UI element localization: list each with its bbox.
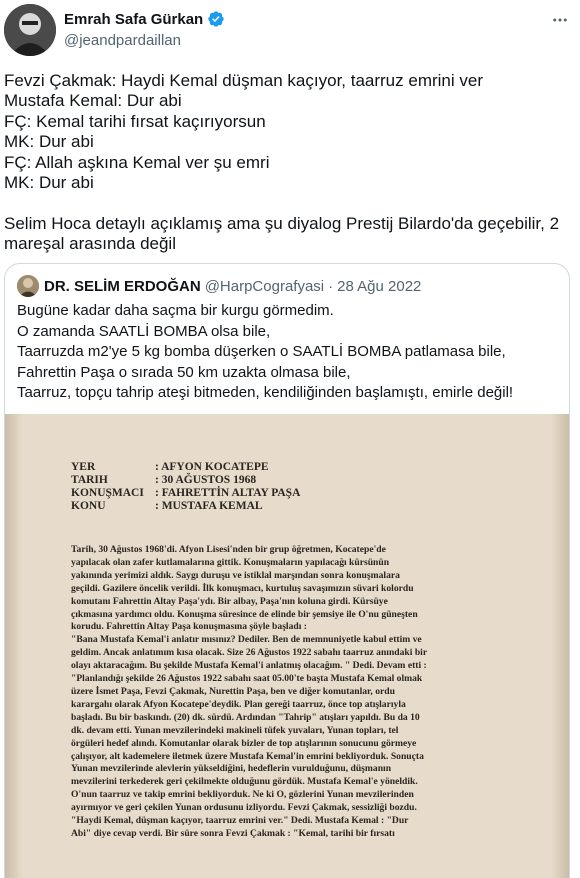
tweet-header	[0, 0, 580, 62]
document-line: Tarih, 30 Ağustos 1968'di. Afyon Lisesi'nden bir grup öğretmen, Kocatepe'de	[71, 544, 386, 555]
document-line: "Planlandığı şekilde 26 Ağustos 1922 sabahı saat 05.00'te başta Mustafa Kemal olmak	[71, 673, 423, 685]
quoted-document-image[interactable]	[5, 414, 569, 878]
document-line: Yunan mevzilerinde alevlerin yükseldiğini, hedeflerin vurulduğunu, düşmanın	[71, 763, 392, 775]
tweet-line: FÇ: Kemal tarihi fırsat kaçırıyorsun	[4, 111, 266, 131]
document-meta-row	[71, 487, 300, 500]
tweet-line: Mustafa Kemal: Dur abi	[4, 91, 182, 111]
quoted-tweet[interactable]	[4, 263, 570, 878]
meta-value: : FAHRETTİN ALTAY PAŞA	[155, 487, 301, 499]
document-line: komutanı Fahrettin Altay Paşa'ydı. Bir albay, Paşa'nın koluna girdi. Kürsüye	[71, 595, 388, 607]
quoted-date[interactable]: 28 Ağu 2022	[337, 277, 422, 295]
meta-value: : MUSTAFA KEMAL	[155, 500, 263, 512]
quoted-tweet-text	[17, 301, 562, 404]
document-meta-row	[71, 500, 300, 513]
quoted-line: O zamanda SAATLİ BOMBA olsa bile,	[17, 322, 271, 340]
document-meta-row	[71, 474, 300, 487]
quoted-author-name[interactable]: DR. SELİM ERDOĞAN	[44, 277, 201, 295]
quoted-line: Bugüne kadar daha saçma bir kurgu görmedim.	[17, 302, 334, 319]
quoted-line: Taarruzda m2'ye 5 kg bomba düşerken o SAATLİ BOMBA patlamasa bile,	[17, 343, 506, 360]
meta-value: : 30 AĞUSTOS 1968	[155, 474, 257, 486]
quoted-author-avatar	[17, 275, 39, 297]
document-line: ayırmıyor ve geri çekilen Yunan ordusunu izliyordu. Fevzi Çakmak, sessizliği bozdu.	[71, 802, 417, 814]
document-line: dk. devam etti. Yunan mevzilerindeki makineli tüfek yuvaları, Yunan topları, tel	[71, 724, 399, 736]
document-line: başladı. Bu bir baskındı. (20) dk. sürdü. Ardından "Tahrip" atışları yapıldı. Bu da 10	[71, 711, 420, 723]
quoted-tweet-header	[17, 275, 421, 297]
author-name-row	[64, 10, 225, 28]
tweet-text	[4, 71, 576, 255]
document-left-edge	[5, 414, 23, 878]
document-line: yakınında yerimizi aldık. Saygı duruşu ve istiklal marşından sonra konuşmalara	[71, 569, 400, 581]
document-line: karargahı olarak Afyon Kocatepe'deydik. Plan gereği taarruz, önce top atışlarıyla	[71, 698, 406, 710]
document-line: üzere İsmet Paşa, Fevzi Çakmak, Nurettin Paşa, ben ve diğer komutanlar, ordu	[71, 685, 395, 697]
tweet-line-break	[4, 193, 576, 213]
document-line: Abi" diye cevap verdi. Bir süre sonra Fevzi Çakmak : "Kemal, tarihi bir fırsatı	[71, 827, 395, 839]
quoted-author-handle[interactable]: @HarpCografyasi	[204, 277, 325, 295]
tweet-line: mareşal arasında değil	[4, 234, 176, 254]
tweet-line: Fevzi Çakmak: Haydi Kemal düşman kaçıyor, taarruz emrini ver	[4, 71, 483, 90]
more-dots-icon[interactable]	[548, 8, 572, 32]
meta-key: KONU	[71, 500, 106, 512]
document-line: korudu. Fahrettin Altay Paşa konuşmasına şöyle başladı :	[71, 621, 307, 633]
document-line: mevzilerini terkederek geri çekilmekte olduğunu gördük. Mustafa Kemal'e yöneldik.	[71, 776, 418, 788]
document-line: yapılacak olan zafer kutlamalarına gittik. Konuşmaların yapılacağı kürsünün	[71, 556, 390, 568]
document-line: çıkmasına yardımcı oldu. Konuşma süresince de elinde bir şemsiye ile O'nu güneşten	[71, 608, 418, 620]
document-line: "Haydi Kemal, düşman kaçıyor, taarruz emrini ver." Dedi. Mustafa Kemal : "Dur	[71, 815, 409, 827]
verified-badge-icon	[207, 10, 225, 28]
quoted-line: Fahrettin Paşa o sırada 50 km uzakta olmasa bile,	[17, 363, 351, 381]
quoted-line: Taarruz, topçu tahrip ateşi bitmeden, kendiliğinden başlamıştı, emirle değil!	[17, 384, 514, 401]
document-line: O'nun taarruz ve takip emrini bekliyorduk. Ne ki O, gözlerini Yunan mevzilerinden	[71, 789, 414, 801]
document-line: "Bana Mustafa Kemal'i anlatır mısınız? Dediler. Ben de memnuniyetle kabul ettim ve	[71, 634, 422, 646]
document-line: çalışıyor, alt kademelere iletmek üzere Mustafa Kemal'in emrini bekliyorduk. Sonuçta	[71, 750, 424, 762]
document-line: geçildi. Gazilere öncelik verildi. İlk konuşmacı, kurtuluş savaşımızın süvari kolordu	[71, 582, 414, 594]
document-meta-row	[71, 461, 300, 474]
tweet-line: Selim Hoca detaylı açıklamış ama şu diyalog Prestij Bilardo'da geçebilir, 2	[4, 213, 560, 233]
document-line: olayı aktaracağım. Bu şekilde Mustafa Kemal'i anlatmış olacağım. " Dedi. Devam etti :	[71, 660, 427, 672]
meta-key: TARIH	[71, 474, 108, 486]
author-display-name[interactable]: Emrah Safa Gürkan	[64, 10, 204, 28]
author-handle[interactable]: @jeandpardaillan	[64, 32, 181, 49]
document-line: geldim. Ancak anlatımım kısa olacak. Size 26 Ağustos 1922 sabahı taarruz anındaki bir	[71, 647, 428, 659]
document-line: örgüleri hedef alındı. Komutanlar olarak bizler de top atışlarının sonucunu görmeye	[71, 737, 417, 749]
meta-key: YER	[71, 461, 96, 473]
tweet-line: FÇ: Allah aşkına Kemal ver şu emri	[4, 152, 270, 172]
quoted-separator: ·	[328, 277, 334, 295]
tweet-line: MK: Dur abi	[4, 173, 94, 193]
author-avatar[interactable]	[4, 4, 56, 56]
meta-key: KONUŞMACI	[71, 487, 144, 499]
meta-value: : AFYON KOCATEPE	[155, 461, 269, 473]
document-body	[71, 544, 511, 841]
tweet-line: MK: Dur abi	[4, 132, 94, 152]
document-meta	[71, 461, 300, 513]
document-right-edge	[551, 414, 569, 878]
